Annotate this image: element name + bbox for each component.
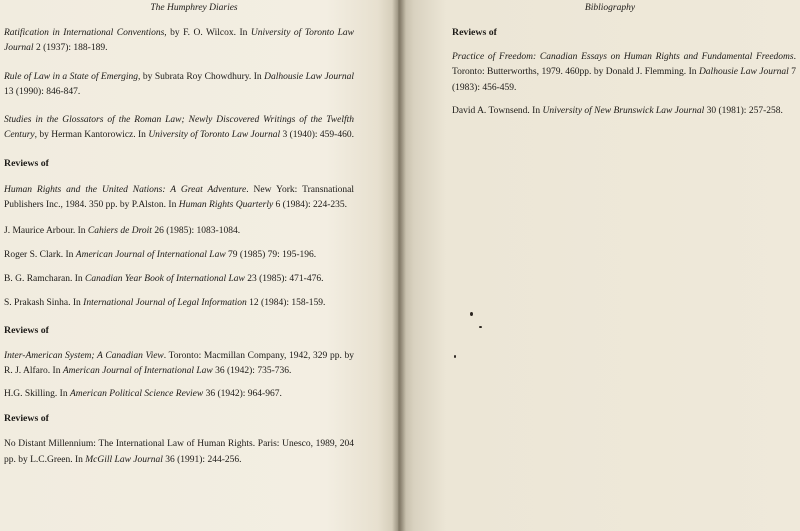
section-heading: Reviews of — [4, 324, 49, 336]
right-page — [398, 0, 800, 531]
review-entry: S. Prakash Sinha. In International Journal of Legal Information 12 (1984): 158-159. — [4, 298, 326, 309]
review-entry: Human Rights and the United Nations: A Great Adventure. New York: Transnational Publishers Inc., 1984. 350 pp. by P.Alston. In Human Rights Quarterly 6 (1984): 224-235. — [4, 184, 354, 211]
bibliography-entry: Ratification in International Conventions, by F. O. Wilcox. In University of Toronto Law Journal 2 (1937): 188-189. — [4, 28, 354, 54]
bibliography-entry: Rule of Law in a State of Emerging, by Subrata Roy Chowdhury. In Dalhousie Law Journal 13 (1990): 846-847. — [4, 71, 354, 97]
bibliography-entry: Studies in the Glossators of the Roman Law; Newly Discovered Writings of the Twelfth Century, by Herman Kantorowicz. In University of Toronto Law Journal 3 (1940): 459-460. — [4, 115, 354, 141]
left-page — [0, 0, 398, 531]
section-heading: Reviews of — [4, 157, 49, 169]
book-gutter-shadow — [392, 0, 406, 531]
running-head: The Humphrey Diaries — [150, 3, 238, 13]
review-entry: H.G. Skilling. In American Political Science Review 36 (1942): 964-967. — [4, 389, 282, 400]
running-head: Bibliography — [584, 3, 636, 13]
review-entry: No Distant Millennium: The International Law of Human Rights. Paris: Unesco, 1989, 204 pp. by L.C.Green. In McGill Law Journal 36 (1991): 244-256. — [4, 439, 354, 465]
paper-speck — [454, 355, 456, 358]
paper-speck — [470, 312, 473, 316]
section-heading: Reviews of — [4, 413, 49, 425]
section-heading: Reviews of — [452, 27, 497, 38]
review-entry: B. G. Ramcharan. In Canadian Year Book of International Law 23 (1985): 471-476. — [4, 273, 324, 284]
review-entry: J. Maurice Arbour. In Cahiers de Droit 26 (1985): 1083-1084. — [4, 226, 241, 237]
review-entry: Roger S. Clark. In American Journal of International Law 79 (1985) 79: 195-196. — [4, 249, 317, 260]
review-entry: Practice of Freedom: Canadian Essays on Human Rights and Fundamental Freedoms. Toronto: Butterworths, 1979. 460pp. by Donald J. Flemming. In Dalhousie Law Journal 7 (1983): 456-459. — [452, 52, 797, 93]
paper-speck — [479, 326, 482, 328]
review-entry: David A. Townsend. In University of New Brunswick Law Journal 30 (1981): 257-258. — [452, 105, 783, 116]
review-entry: Inter-American System; A Canadian View. Toronto: Macmillan Company, 1942, 329 pp. by R. J. Alfaro. In American Journal of International Law 36 (1942): 735-736. — [4, 350, 354, 376]
